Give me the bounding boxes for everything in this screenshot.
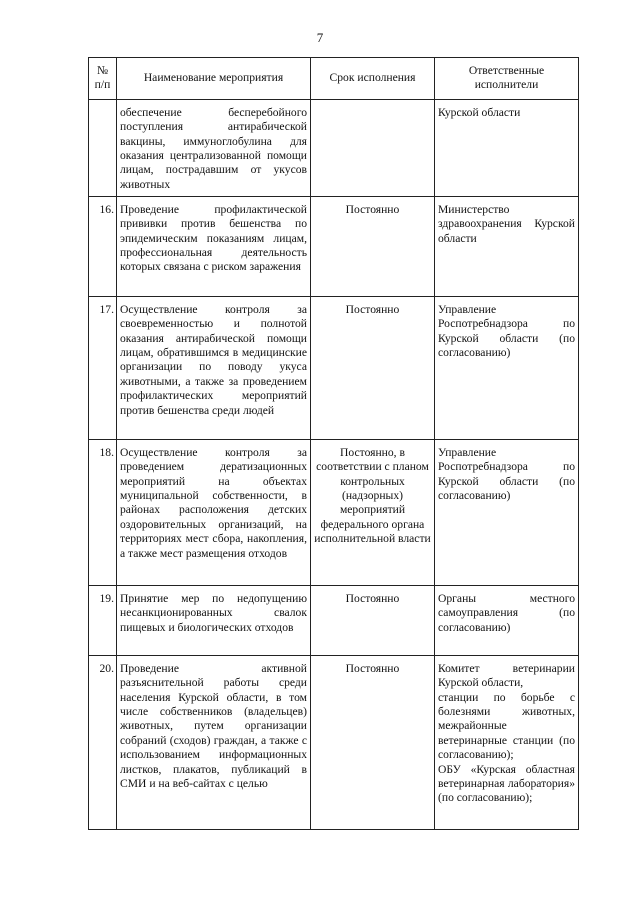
row-number: 17. — [89, 296, 117, 439]
table-row — [89, 296, 579, 439]
row-number — [89, 99, 117, 196]
measure-responsible: Управление Роспотребнадзора по Курской области (по согласованию) — [435, 439, 579, 585]
page-number: 7 — [316, 30, 324, 45]
row-number: 19. — [89, 585, 117, 655]
measure-responsible: Комитет ветеринарии Курской области, станции по борьбе с болезнями животных, межрайонные ветеринарные станции (по согласованию); ОБУ «Курская областная ветеринарная лаборатория» (по согласованию); — [435, 655, 579, 829]
measure-term: Постоянно — [311, 585, 435, 655]
measure-name: Проведение активной разъяснительной работы среди населения Курской области, в том числе собственников (владельцев) животных, путем организации собраний (сходов) граждан, а также с использованием информационных листков, плакатов, публикаций в СМИ и на веб-сайтах с целью — [117, 655, 311, 829]
table-row — [89, 196, 579, 296]
measure-responsible: Органы местного самоуправления (по согласованию) — [435, 585, 579, 655]
header-name: Наименование мероприятия — [117, 58, 311, 100]
measure-name: Осуществление контроля за своевременностью и полнотой оказания антирабической помощи лицам, обратившимся в медицинские организации по поводу укуса животными, а также за проведением профилактических мероприятий против бешенства среди людей — [117, 296, 311, 439]
measure-name: Проведение профилактической прививки против бешенства по эпидемическим показаниям лицам, профессиональная деятельность которых связана с риском заражения — [117, 196, 311, 296]
table-row — [89, 585, 579, 655]
table-row — [89, 439, 579, 585]
measure-name: обеспечение бесперебойного поступления антирабической вакцины, иммуноглобулина для оказания централизованной помощи лицам, пострадавшим от укусов животных — [117, 99, 311, 196]
measure-responsible: Курской области — [435, 99, 579, 196]
table-row — [89, 655, 579, 829]
measure-term — [311, 99, 435, 196]
measure-term: Постоянно — [311, 196, 435, 296]
header-term: Срок исполнения — [311, 58, 435, 100]
row-number: 20. — [89, 655, 117, 829]
table-row — [89, 99, 579, 196]
row-number: 16. — [89, 196, 117, 296]
measure-responsible: Министерство здравоохранения Курской области — [435, 196, 579, 296]
header-resp: Ответственные исполнители — [435, 58, 579, 100]
measure-term: Постоянно, в соответствии с планом контрольных (надзорных) мероприятий федерального органа исполнительной власти — [311, 439, 435, 585]
row-number: 18. — [89, 439, 117, 585]
measure-term: Постоянно — [311, 655, 435, 829]
measure-name: Принятие мер по недопущению несанкционированных свалок пищевых и биологических отходов — [117, 585, 311, 655]
header-num: № п/п — [89, 58, 117, 100]
measure-name: Осуществление контроля за проведением дератизационных мероприятий на объектах муниципальной собственности, в районах расположения детских оздоровительных организаций, на территориях мест сбора, накопления, а также мест размещения отходов — [117, 439, 311, 585]
measure-responsible: Управление Роспотребнадзора по Курской области (по согласованию) — [435, 296, 579, 439]
measure-term: Постоянно — [311, 296, 435, 439]
measures-table — [88, 57, 579, 830]
table-header-row — [89, 58, 579, 100]
